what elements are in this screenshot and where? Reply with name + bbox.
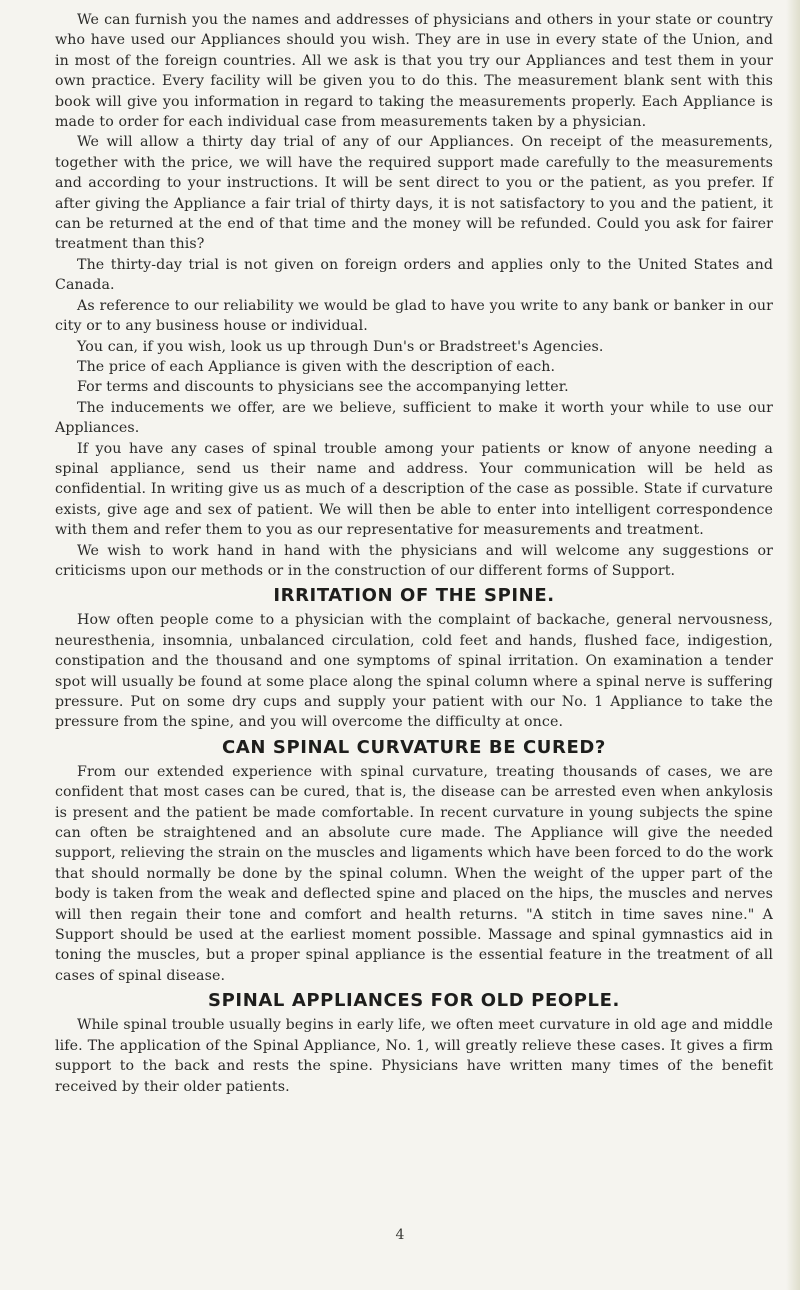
paragraph-cooperation: We wish to work hand in hand with the physicians and will welcome any suggestions or criticisms upon our methods or in the construction of our different forms of Support.	[55, 542, 773, 579]
paragraph-reliability: As reference to our reliability we would be glad to have you write to any bank or banker in our city or to any business house or individual.	[55, 297, 773, 335]
heading-curvature: CAN SPINAL CURVATURE BE CURED?	[222, 736, 606, 758]
paragraph-references: We can furnish you the names and addresses of physicians and others in your state or country who have used our Appliances should you wish. They are in use in every state of the Union, and in most of the foreign countries. All we ask is that you try our Appliances and test them in your own practice. Every facility will be given you to do this. The measurement blank sent with this book will give you information in regard to taking the measurements properly. Each Appliance is made to order for each individual case from measurements taken by a physician.	[55, 12, 773, 131]
paragraph-curvature: From our extended experience with spinal curvature, treating thousands of cases, we are confident that most cases can be cured, that is, the disease can be arrested even when ankylosis is present and the patient be made comfortable. In recent curvature in young subjects the spine can often be straightened and an absolute cure made. The Appliance will give the needed support, relieving the strain on the muscles and ligaments which have been forced to do the work that should normally be done by the spinal column. When the weight of the upper part of the body is taken from the weak and deflected spine and placed on the hips, the muscles and nerves will then regain their tone and comfort and health returns. "A stitch in time saves nine." A Support should be used at the earliest moment possible. Massage and spinal gymnastics aid in toning the muscles, but a proper spinal appliance is the essential feature in the treatment of all cases of spinal disease.	[55, 763, 773, 984]
paragraph-referrals: If you have any cases of spinal trouble among your patients or know of anyone needing a spinal appliance, send us their name and address. Your communication will be held as confidential. In writing give us as much of a description of the case as possible. State if curvature exists, give age and sex of patient. We will then be able to enter into intelligent correspondence with them and refer them to you as our representative for measurements and treatment.	[55, 440, 773, 539]
paragraph-terms: For terms and discounts to physicians see the accompanying letter.	[77, 379, 569, 396]
paragraph-irritation: How often people come to a physician with the complaint of backache, general nervousness, neuresthenia, insomnia, unbalanced circulation, cold feet and hands, flushed face, indigestion, constipation and the thousand and one symptoms of spinal irritation. On examination a tender spot will usually be found at some place along the spinal column where a spinal nerve is suffering pressure. Put on some dry cups and supply your patient with our No. 1 Appliance to take the pressure from the spine, and you will overcome the difficulty at once.	[55, 612, 773, 731]
document-page	[55, 10, 773, 1097]
paragraph-trial: We will allow a thirty day trial of any of our Appliances. On receipt of the measurements, together with the price, we will have the required support made carefully to the measurements and according to your instructions. It will be sent direct to you or the patient, as you prefer. If after giving the Appliance a fair trial of thirty days, it is not satisfactory to you and the patient, it can be returned at the end of that time and the money will be refunded. Could you ask for fairer treatment than this?	[55, 134, 773, 253]
paragraph-trial-foreign: The thirty-day trial is not given on foreign orders and applies only to the United States and Canada.	[55, 256, 773, 294]
page-number: 4	[395, 1227, 405, 1243]
paragraph-agencies: You can, if you wish, look us up through Dun's or Bradstreet's Agencies.	[77, 338, 604, 355]
page-edge-shadow	[786, 0, 800, 1290]
heading-irritation: IRRITATION OF THE SPINE.	[273, 585, 555, 607]
paragraph-old-people: While spinal trouble usually begins in early life, we often meet curvature in old age and middle life. The application of the Spinal Appliance, No. 1, will greatly relieve these cases. It gives a firm support to the back and rests the spine. Physicians have written many times of the benefit received by their older patients.	[55, 1017, 773, 1095]
paragraph-inducements: The inducements we offer, are we believe, sufficient to make it worth your while to use our Appliances.	[55, 399, 773, 437]
paragraph-price: The price of each Appliance is given with the description of each.	[77, 358, 556, 375]
heading-old-people: SPINAL APPLIANCES FOR OLD PEOPLE.	[208, 990, 620, 1012]
